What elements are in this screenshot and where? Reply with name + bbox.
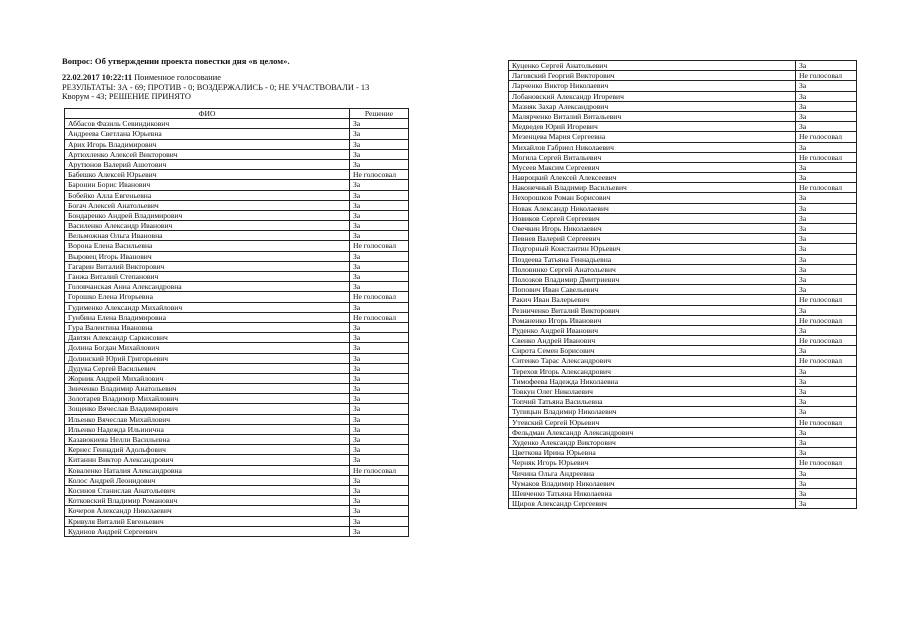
table-row [65, 190, 409, 200]
vote-decision: За [796, 325, 857, 335]
vote-decision: За [796, 305, 857, 315]
vote-decision: За [350, 119, 409, 129]
deputy-name: Зощенко Вячеслав Владимирович [65, 404, 350, 414]
table-row [509, 71, 857, 81]
vote-decision: За [796, 173, 857, 183]
vote-decision: За [796, 387, 857, 397]
vote-decision: За [796, 274, 857, 284]
table-row [65, 363, 409, 373]
vote-decision: За [796, 488, 857, 498]
vote-decision: За [796, 254, 857, 264]
deputy-name: Подгорный Константин Юрьевич [509, 244, 796, 254]
table-row [509, 376, 857, 386]
table-row [509, 213, 857, 223]
vote-decision: За [350, 384, 409, 394]
deputy-name: Медведев Юрий Игоревич [509, 122, 796, 132]
table-row [509, 356, 857, 366]
table-row [509, 274, 857, 284]
vote-decision: За [350, 251, 409, 261]
deputy-name: Топчий Татьяна Васильевна [509, 397, 796, 407]
deputy-name: Овечкин Игорь Николаевич [509, 224, 796, 234]
table-row [509, 478, 857, 488]
deputy-name: Товкун Олег Николаевич [509, 387, 796, 397]
vote-decision: За [350, 526, 409, 536]
table-row [65, 129, 409, 139]
deputy-name: Косинов Станислав Анатольевич [65, 485, 350, 495]
table-row [65, 149, 409, 159]
deputy-name: Половинко Сергей Анатольевич [509, 264, 796, 274]
table-row [65, 394, 409, 404]
table-row [509, 499, 857, 509]
vote-date-line [62, 73, 412, 83]
vote-decision: За [350, 272, 409, 282]
table-row [65, 424, 409, 434]
table-row [509, 173, 857, 183]
right-vote-table-body [509, 61, 857, 509]
vote-decision: Не голосовал [350, 292, 409, 302]
vote-decision: Не голосовал [796, 183, 857, 193]
table-row [65, 159, 409, 169]
table-row [65, 251, 409, 261]
deputy-name: Руденко Андрей Иванович [509, 325, 796, 335]
deputy-name: Дудука Сергей Васильевич [65, 363, 350, 373]
deputy-name: Резниченко Виталий Викторович [509, 305, 796, 315]
vote-decision: За [796, 407, 857, 417]
vote-decision: За [796, 346, 857, 356]
deputy-name: Чичина Ольга Андреевна [509, 468, 796, 478]
table-row [65, 435, 409, 445]
table-row [65, 231, 409, 241]
deputy-name: Ситенко Тарас Александрович [509, 356, 796, 366]
vote-decision: За [350, 496, 409, 506]
table-row [509, 407, 857, 417]
vote-decision: За [796, 111, 857, 121]
table-row [65, 384, 409, 394]
table-row [65, 353, 409, 363]
table-row [65, 516, 409, 526]
vote-decision: За [350, 282, 409, 292]
deputy-name: Могила Сергей Витальевич [509, 152, 796, 162]
vote-decision: За [350, 516, 409, 526]
vote-decision: За [350, 353, 409, 363]
vote-decision: Не голосовал [796, 315, 857, 325]
deputy-name: Золотарев Владимир Михайлович [65, 394, 350, 404]
vote-decision: За [796, 285, 857, 295]
agenda-question: Вопрос: Об утверждении проекта повестки дня «в целом». [62, 56, 290, 66]
table-row [509, 132, 857, 142]
table-row [509, 234, 857, 244]
deputy-name: Михайлов Габриел Николаевич [509, 142, 796, 152]
vote-decision: За [350, 149, 409, 159]
table-row [65, 343, 409, 353]
deputy-name: Наконечный Владимир Васильевич [509, 183, 796, 193]
deputy-name: Малярченко Виталий Витальевич [509, 111, 796, 121]
deputy-name: Фельдман Александр Александрович [509, 427, 796, 437]
deputy-name: Вельможная Ольга Ивановна [65, 231, 350, 241]
vote-decision: Не голосовал [796, 336, 857, 346]
table-row [65, 475, 409, 485]
deputy-name: Лобановский Александр Игоревич [509, 91, 796, 101]
vote-decision: За [796, 91, 857, 101]
deputy-name: Лаговский Георгий Викторович [509, 71, 796, 81]
vote-decision: За [796, 224, 857, 234]
vote-decision: Не голосовал [796, 71, 857, 81]
table-row [509, 254, 857, 264]
table-row [509, 244, 857, 254]
table-row [65, 373, 409, 383]
vote-decision: За [796, 203, 857, 213]
vote-decision: За [796, 499, 857, 509]
vote-decision: За [350, 363, 409, 373]
vote-type: Поименное голосование [134, 73, 221, 82]
deputy-name: Артюхленко Алексей Викторович [65, 149, 350, 159]
vote-decision: За [350, 445, 409, 455]
deputy-name: Казавокиева Нелли Васильевна [65, 435, 350, 445]
vote-decision: За [350, 322, 409, 332]
deputy-name: Чумаков Владимир Николаевич [509, 478, 796, 488]
table-row [509, 315, 857, 325]
vote-decision: За [796, 61, 857, 71]
table-row [509, 193, 857, 203]
table-row [509, 488, 857, 498]
deputy-name: Кривуля Виталий Евгеньевич [65, 516, 350, 526]
table-row [509, 285, 857, 295]
vote-decision: За [350, 373, 409, 383]
table-row [65, 241, 409, 251]
vote-decision: Не голосовал [350, 465, 409, 475]
table-row [65, 272, 409, 282]
table-row [65, 119, 409, 129]
table-row [65, 455, 409, 465]
deputy-name: Терехов Игорь Александрович [509, 366, 796, 376]
table-row [65, 180, 409, 190]
table-row [65, 445, 409, 455]
vote-decision: За [350, 159, 409, 169]
document-header [62, 56, 412, 102]
table-row [509, 366, 857, 376]
table-row [65, 261, 409, 271]
deputy-name: Богач Алексей Анатольевич [65, 200, 350, 210]
deputy-name: Утевский Сергей Юрьевич [509, 417, 796, 427]
name-column-header: ФИО [65, 109, 350, 119]
vote-decision: За [350, 394, 409, 404]
table-row [509, 336, 857, 346]
deputy-name: Аббасов Фазиль Севиндикович [65, 119, 350, 129]
table-row [509, 387, 857, 397]
deputy-name: Тимофеева Надежда Николаевна [509, 376, 796, 386]
table-row [65, 496, 409, 506]
vote-decision: За [350, 231, 409, 241]
vote-decision: За [796, 234, 857, 244]
deputy-name: Шевченко Татьяна Николаевна [509, 488, 796, 498]
deputy-name: Мезенцева Мария Сергеевна [509, 132, 796, 142]
left-vote-table [64, 108, 409, 537]
vote-meta [62, 73, 412, 102]
vote-decision: За [350, 485, 409, 495]
deputy-name: Бобейко Алла Евгеньевна [65, 190, 350, 200]
vote-decision: За [350, 475, 409, 485]
table-header-row [65, 109, 409, 119]
table-row [509, 264, 857, 274]
deputy-name: Куценко Сергей Анатольевич [509, 61, 796, 71]
deputy-name: Ларченко Виктор Николаевич [509, 81, 796, 91]
deputy-name: Андреева Светлана Юрьевна [65, 129, 350, 139]
deputy-name: Кернес Геннадий Адольфович [65, 445, 350, 455]
vote-decision: За [796, 448, 857, 458]
deputy-name: Гунбина Елена Владимировна [65, 312, 350, 322]
deputy-name: Певнев Валерий Сергеевич [509, 234, 796, 244]
deputy-name: Ворона Елена Васильевна [65, 241, 350, 251]
deputy-name: Арих Игорь Владимирович [65, 139, 350, 149]
vote-decision: За [796, 376, 857, 386]
vote-decision: За [350, 435, 409, 445]
deputy-name: Новиков Сергей Сергеевич [509, 213, 796, 223]
deputy-name: Тупицын Владимир Николаевич [509, 407, 796, 417]
table-row [65, 485, 409, 495]
vote-decision: За [350, 200, 409, 210]
deputy-name: Бондаренко Андрей Владимирович [65, 210, 350, 220]
vote-decision: За [350, 221, 409, 231]
deputy-name: Мусеев Максим Сергеевич [509, 162, 796, 172]
deputy-name: Попович Иван Савельевич [509, 285, 796, 295]
vote-decision: Не голосовал [350, 312, 409, 322]
table-row [509, 203, 857, 213]
table-row [509, 458, 857, 468]
deputy-name: Долина Богдан Михайлович [65, 343, 350, 353]
deputy-name: Полозков Владимир Дмитриевич [509, 274, 796, 284]
deputy-name: Свенко Андрей Иванович [509, 336, 796, 346]
vote-decision: За [350, 190, 409, 200]
deputy-name: Головчанская Анна Александровна [65, 282, 350, 292]
deputy-name: Ильенко Надежда Ильинична [65, 424, 350, 434]
vote-decision: За [350, 343, 409, 353]
vote-decision: За [796, 142, 857, 152]
vote-decision: За [796, 264, 857, 274]
table-row [509, 346, 857, 356]
deputy-name: Мазняк Захар Александрович [509, 101, 796, 111]
table-row [509, 397, 857, 407]
vote-decision: Не голосовал [796, 152, 857, 162]
table-row [65, 200, 409, 210]
table-row [65, 170, 409, 180]
table-row [65, 312, 409, 322]
table-row [509, 101, 857, 111]
vote-decision: За [796, 101, 857, 111]
vote-decision: За [796, 81, 857, 91]
deputy-name: Поздеева Татьяна Геннадьевна [509, 254, 796, 264]
table-row [509, 305, 857, 315]
vote-decision: За [796, 427, 857, 437]
table-row [65, 282, 409, 292]
table-row [65, 414, 409, 424]
table-row [509, 183, 857, 193]
deputy-name: Котковский Владимир Романович [65, 496, 350, 506]
vote-decision: За [796, 122, 857, 132]
vote-results: РЕЗУЛЬТАТЫ: ЗА - 69; ПРОТИВ - 0; ВОЗДЕРЖАЛИСЬ - 0; НЕ УЧАСТВОВАЛИ - 13 [62, 82, 370, 92]
vote-decision: Не голосовал [350, 241, 409, 251]
vote-decision: За [350, 180, 409, 190]
vote-decision: За [796, 468, 857, 478]
left-vote-table-body [65, 119, 409, 537]
deputy-name: Давтян Александр Саркисович [65, 333, 350, 343]
deputy-name: Долинский Юрий Григорьевич [65, 353, 350, 363]
table-row [509, 111, 857, 121]
deputy-name: Жорник Андрей Михайлович [65, 373, 350, 383]
vote-decision: За [350, 414, 409, 424]
vote-datetime: 22.02.2017 10:22:11 [62, 73, 133, 82]
deputy-name: Китанин Виктор Александрович [65, 455, 350, 465]
vote-decision: Не голосовал [350, 170, 409, 180]
deputy-name: Навроцкий Алексей Алексеевич [509, 173, 796, 183]
table-row [65, 404, 409, 414]
table-row [509, 224, 857, 234]
vote-decision: За [796, 244, 857, 254]
table-row [509, 325, 857, 335]
table-row [65, 506, 409, 516]
table-row [509, 437, 857, 447]
vote-decision: За [796, 437, 857, 447]
vote-decision: За [350, 424, 409, 434]
vote-decision: За [796, 193, 857, 203]
deputy-name: Гагарин Виталий Викторович [65, 261, 350, 271]
deputy-name: Гудименко Александр Михайлович [65, 302, 350, 312]
deputy-name: Бабешко Алексей Юрьевич [65, 170, 350, 180]
table-row [65, 139, 409, 149]
table-row [65, 221, 409, 231]
deputy-name: Новак Александр Николаевич [509, 203, 796, 213]
vote-decision: Не голосовал [796, 295, 857, 305]
deputy-name: Ракич Иван Валерьевич [509, 295, 796, 305]
deputy-name: Гура Валентина Ивановна [65, 322, 350, 332]
deputy-name: Зинченко Владимир Анатольевич [65, 384, 350, 394]
vote-decision: Не голосовал [796, 356, 857, 366]
table-row [509, 142, 857, 152]
vote-decision: За [350, 129, 409, 139]
table-row [65, 292, 409, 302]
vote-decision: За [350, 210, 409, 220]
deputy-name: Коваленко Наталия Александровна [65, 465, 350, 475]
vote-decision: За [796, 366, 857, 376]
vote-decision: За [350, 302, 409, 312]
table-row [509, 81, 857, 91]
vote-decision: За [350, 333, 409, 343]
vote-decision: За [796, 478, 857, 488]
table-row [65, 526, 409, 536]
deputy-name: Сирота Семен Борисович [509, 346, 796, 356]
table-row [65, 333, 409, 343]
vote-decision: За [796, 213, 857, 223]
table-row [509, 91, 857, 101]
table-row [509, 417, 857, 427]
deputy-name: Черняк Игорь Юрьевич [509, 458, 796, 468]
vote-decision: За [350, 455, 409, 465]
deputy-name: Василенко Александр Иванович [65, 221, 350, 231]
table-row [65, 322, 409, 332]
deputy-name: Ганжа Виталий Степанович [65, 272, 350, 282]
deputy-name: Худенко Александр Викторович [509, 437, 796, 447]
table-row [65, 465, 409, 475]
vote-decision: За [350, 261, 409, 271]
vote-decision: За [350, 506, 409, 516]
deputy-name: Колос Андрей Леонидович [65, 475, 350, 485]
vote-decision: Не голосовал [796, 417, 857, 427]
vote-decision: Не голосовал [796, 132, 857, 142]
table-row [509, 61, 857, 71]
deputy-name: Ильенко Вячеслав Михайлович [65, 414, 350, 424]
vote-decision: Не голосовал [796, 458, 857, 468]
decision-column-header: Решение [350, 109, 409, 119]
deputy-name: Нехорошков Роман Борисович [509, 193, 796, 203]
vote-decision: За [350, 139, 409, 149]
table-row [509, 448, 857, 458]
vote-decision: За [350, 404, 409, 414]
table-row [509, 152, 857, 162]
table-row [65, 210, 409, 220]
deputy-name: Баронин Борис Иванович [65, 180, 350, 190]
deputy-name: Выровец Игорь Иванович [65, 251, 350, 261]
table-row [65, 302, 409, 312]
vote-decision: За [796, 397, 857, 407]
deputy-name: Кочеров Александр Николаевич [65, 506, 350, 516]
table-row [509, 427, 857, 437]
deputy-name: Цветкова Ирина Юрьевна [509, 448, 796, 458]
table-row [509, 468, 857, 478]
deputy-name: Горошко Елена Игорьевна [65, 292, 350, 302]
deputy-name: Романенко Игорь Иванович [509, 315, 796, 325]
deputy-name: Кудинов Андрей Сергеевич [65, 526, 350, 536]
deputy-name: Арутюнов Валерий Ашотович [65, 159, 350, 169]
deputy-name: Щиров Александр Сергеевич [509, 499, 796, 509]
right-vote-table [508, 60, 857, 509]
table-row [509, 162, 857, 172]
table-row [509, 122, 857, 132]
table-row [509, 295, 857, 305]
vote-quorum: Кворум - 43; РЕШЕНИЕ ПРИНЯТО [62, 92, 191, 102]
vote-decision: За [796, 162, 857, 172]
